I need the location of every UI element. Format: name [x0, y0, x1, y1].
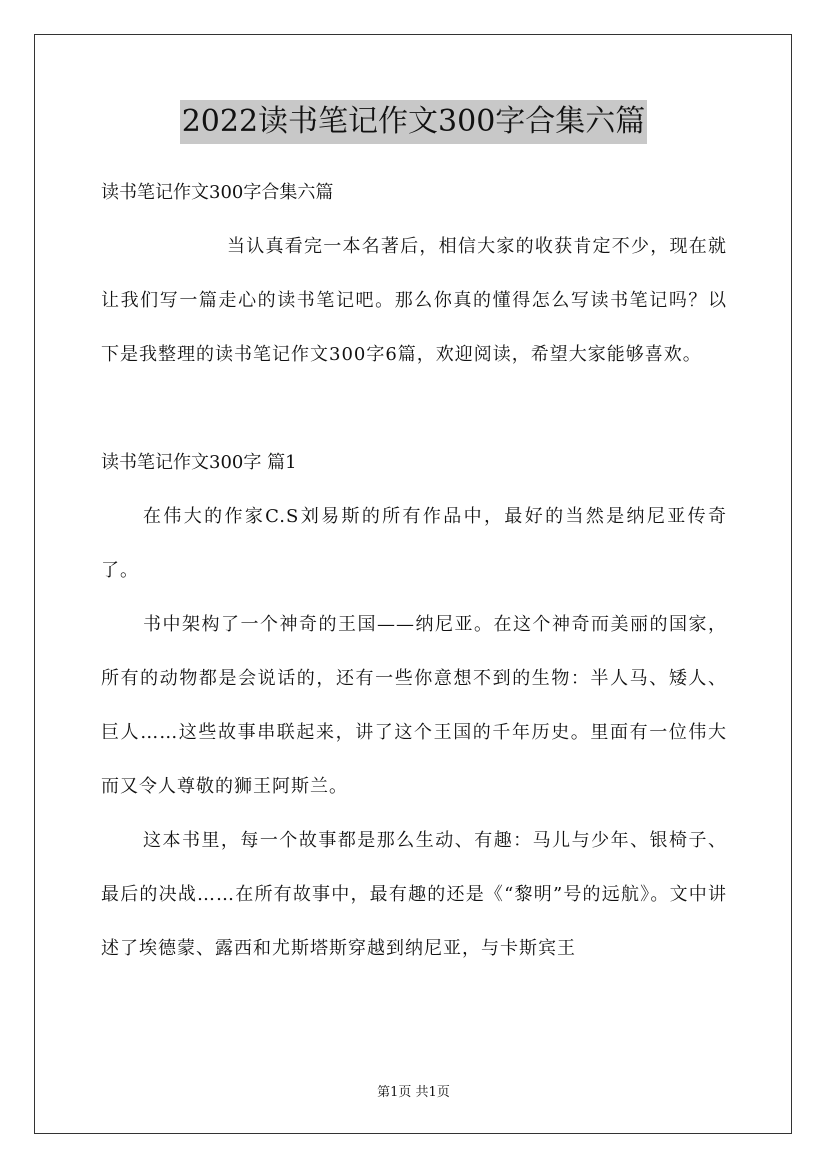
body-paragraph: 在伟大的作家C.S刘易斯的所有作品中，最好的当然是纳尼亚传奇了。 [101, 506, 727, 581]
body-paragraph: 书中架构了一个神奇的王国——纳尼亚。在这个神奇而美丽的国家，所有的动物都是会说话的，还有一些你意想不到的生物：半人马、矮人、巨人……这些故事串联起来，讲了这个王国的千年历史。里面有一位伟大而又令人尊敬的狮王阿斯兰。 [101, 614, 727, 797]
blank-line [101, 382, 727, 436]
document-title: 2022读书笔记作文300字合集六篇 [180, 100, 648, 144]
section-heading: 读书笔记作文300字 篇1 [101, 452, 297, 473]
page-number-footer: 第1页 共1页 [377, 1085, 450, 1100]
intro-paragraph: 当认真看完一本名著后，相信大家的收获肯定不少，现在就让我们写一篇走心的读书笔记吧。那么你真的懂得怎么写读书笔记吗？以下是我整理的读书笔记作文300字6篇，欢迎阅读，希望大家能够喜欢。 [101, 236, 727, 365]
document-body [101, 166, 727, 976]
body-paragraph: 这本书里，每一个故事都是那么生动、有趣：马儿与少年、银椅子、最后的决战……在所有故事中，最有趣的还是《“黎明”号的远航》。文中讲述了埃德蒙、露西和尤斯塔斯穿越到纳尼亚，与卡斯宾王 [101, 830, 727, 959]
document-subtitle: 读书笔记作文300字合集六篇 [101, 182, 334, 203]
title-container [0, 100, 827, 144]
